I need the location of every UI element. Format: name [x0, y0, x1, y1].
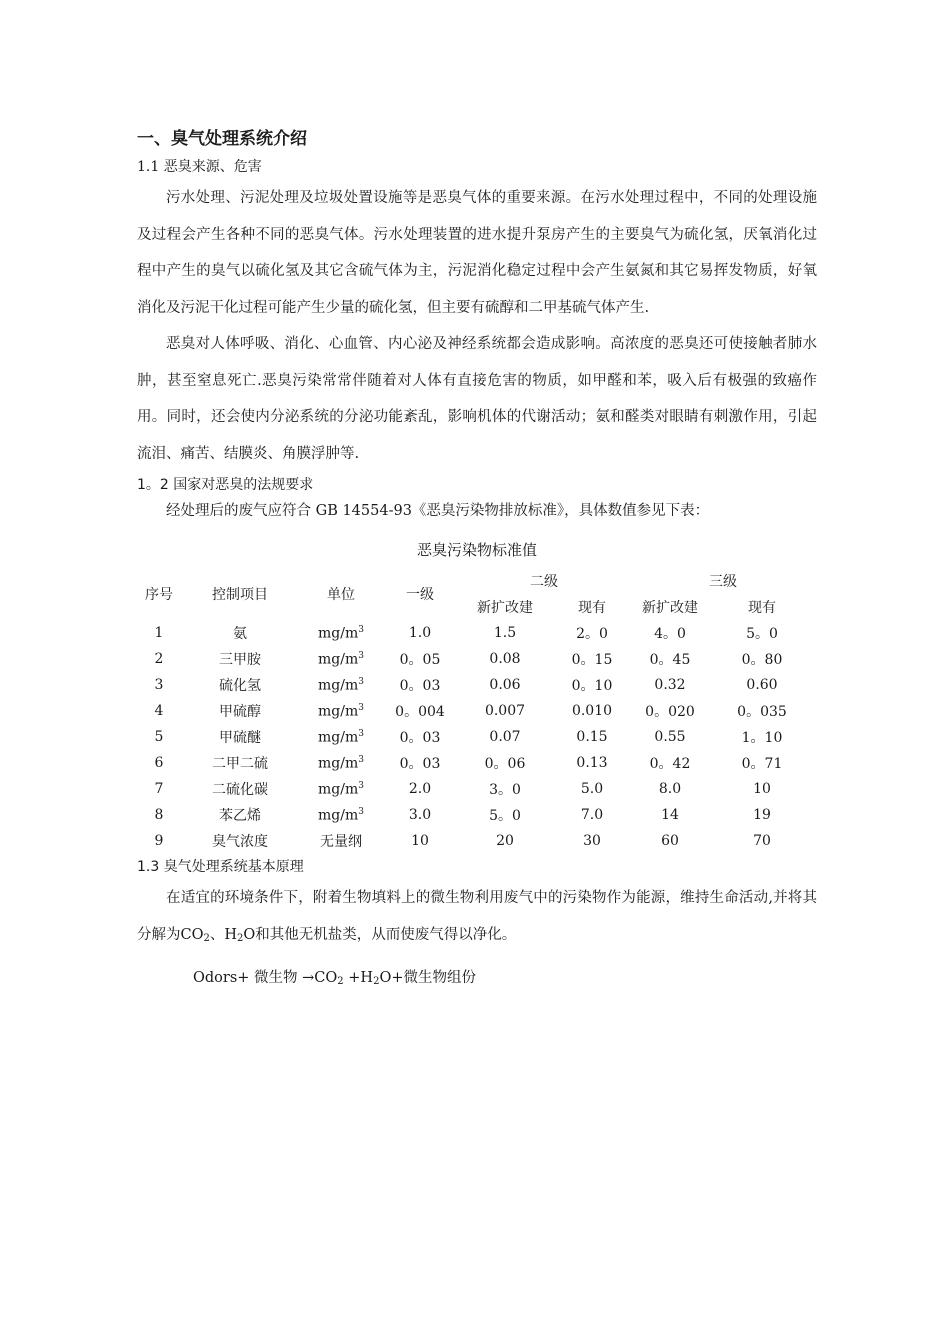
header-grade3: 三级 — [709, 574, 737, 590]
cell-grade2-existing: 0.010 — [571, 703, 613, 719]
cell-grade3-existing: 19 — [753, 807, 771, 823]
cell-grade1: 1.0 — [408, 625, 432, 641]
header-grade1: 一级 — [406, 587, 434, 603]
cell-unit: $mg/m^3$ — [318, 624, 364, 642]
cell-no: 8 — [154, 807, 164, 823]
table-row — [137, 828, 815, 854]
cell-unit: $mg/m^3$ — [318, 702, 364, 720]
cell-grade3-existing: 0。71 — [741, 756, 783, 772]
table-row — [137, 802, 815, 828]
cell-grade1: 0。03 — [399, 730, 441, 746]
cell-grade3-new: 0.32 — [654, 677, 686, 693]
cell-grade2-existing: 0.13 — [576, 755, 608, 771]
cell-grade3-existing: 0。035 — [737, 704, 787, 720]
cell-no: 7 — [154, 781, 164, 797]
cell-unit: 无量纲 — [320, 834, 362, 850]
table-row — [137, 646, 815, 672]
cell-grade3-new: 0.55 — [654, 729, 686, 745]
header-unit: 单位 — [327, 587, 355, 603]
cell-grade3-existing: 5。0 — [746, 626, 778, 642]
cell-grade3-new: 0。42 — [649, 756, 691, 772]
cell-grade3-new: 4。0 — [654, 626, 686, 642]
header-no: 序号 — [145, 587, 173, 603]
cell-grade1: 0。03 — [399, 756, 441, 772]
cell-grade2-new: 5。0 — [489, 808, 521, 824]
cell-unit: $mg/m^3$ — [318, 754, 364, 772]
cell-item: 硫化氢 — [219, 678, 261, 694]
header-grade2: 二级 — [530, 574, 558, 590]
cell-grade1: 10 — [411, 833, 429, 849]
cell-grade2-existing: 0.15 — [576, 729, 608, 745]
cell-unit: $mg/m^3$ — [318, 650, 364, 668]
table-row — [137, 724, 815, 750]
cell-grade2-new: 20 — [496, 833, 514, 849]
cell-no: 5 — [154, 729, 164, 745]
cell-item: 二甲二硫 — [212, 756, 268, 772]
cell-grade1: 3.0 — [408, 807, 432, 823]
table-row — [137, 750, 815, 776]
cell-grade1: 2.0 — [408, 781, 432, 797]
table-row — [137, 672, 815, 698]
cell-grade3-existing: 70 — [753, 833, 771, 849]
cell-no: 6 — [154, 755, 164, 771]
cell-grade3-existing: 0。80 — [741, 652, 783, 668]
cell-grade2-existing: 2。0 — [576, 626, 608, 642]
table-row — [137, 620, 815, 646]
header-item: 控制项目 — [212, 587, 268, 603]
table-row — [137, 776, 815, 802]
cell-grade1: 0。004 — [395, 704, 445, 720]
cell-no: 1 — [154, 625, 164, 641]
heading-1-2: 1。2 国家对恶臭的法规要求 — [137, 477, 314, 493]
table-row — [137, 698, 815, 724]
paragraph-standard: 经处理后的废气应符合 GB 14554-93《恶臭污染物排放标准》，具体数值参见下表： — [166, 503, 710, 519]
cell-grade2-new: 0.08 — [489, 651, 521, 667]
header-grade3-new: 新扩改建 — [642, 600, 698, 616]
heading-1-1: 1.1 恶臭来源、危害 — [137, 159, 262, 175]
cell-no: 4 — [154, 703, 164, 719]
cell-grade2-new: 0.07 — [489, 729, 521, 745]
section-title: 一、臭气处理系统介绍 — [137, 129, 307, 149]
cell-item: 二硫化碳 — [212, 782, 268, 798]
cell-no: 3 — [154, 677, 164, 693]
cell-grade3-existing: 1。10 — [741, 730, 783, 746]
header-grade2-new: 新扩改建 — [477, 600, 533, 616]
odor-standard-table — [137, 568, 815, 854]
cell-unit: $mg/m^3$ — [318, 806, 364, 824]
cell-grade3-new: 60 — [661, 833, 679, 849]
cell-grade2-new: 1.5 — [493, 625, 517, 641]
cell-grade2-new: 0.007 — [484, 703, 526, 719]
cell-unit: $mg/m^3$ — [318, 728, 364, 746]
cell-grade1: 0。05 — [399, 652, 441, 668]
document-content — [137, 128, 817, 995]
cell-grade1: 0。03 — [399, 678, 441, 694]
cell-unit: $mg/m^3$ — [318, 676, 364, 694]
cell-grade3-new: 0。020 — [645, 704, 695, 720]
heading-1-3: 1.3 臭气处理系统基本原理 — [137, 859, 304, 875]
table-caption: 恶臭污染物标准值 — [416, 541, 537, 559]
cell-no: 9 — [154, 833, 164, 849]
cell-grade2-new: 3。0 — [489, 782, 521, 798]
cell-item: 甲硫醚 — [219, 730, 261, 746]
header-grade2-existing: 现有 — [578, 600, 606, 616]
cell-item: 氨 — [233, 626, 247, 642]
paragraph-hazards: 恶臭对人体呼吸、消化、心血管、内心泌及神经系统都会造成影响。高浓度的恶臭还可使接触者肺水肿，甚至窒息死亡.恶臭污染常常伴随着对人体有直接危害的物质，如甲醛和苯，吸入后有极强的致癌作用。同时，还会使内分泌系统的分泌功能紊乱，影响机体的代谢活动；氨和醛类对眼睛有刺激作用，引起流泪、痛苦、结膜炎、角膜浮肿等. — [137, 336, 817, 462]
cell-grade2-new: 0。06 — [484, 756, 526, 772]
cell-item: 甲硫醇 — [219, 704, 261, 720]
cell-grade2-existing: 5.0 — [580, 781, 604, 797]
cell-grade2-existing: 0。15 — [571, 652, 613, 668]
cell-item: 臭气浓度 — [212, 834, 268, 850]
cell-grade3-new: 0。45 — [649, 652, 691, 668]
paragraph-sources: 污水处理、污泥处理及垃圾处置设施等是恶臭气体的重要来源。在污水处理过程中，不同的处理设施及过程会产生各种不同的恶臭气体。污水处理装置的进水提升泵房产生的主要臭气为硫化氢，厌氧消化过程中产生的臭气以硫化氢及其它含硫气体为主，污泥消化稳定过程中会产生氨氮和其它易挥发物质，好氧消化及污泥干化过程可能产生少量的硫化氢，但主要有硫醇和二甲基硫气体产生. — [137, 190, 817, 316]
cell-grade3-new: 14 — [661, 807, 679, 823]
reaction-formula: Odors+ 微生物 →CO2 +H2O+微生物组份 — [193, 970, 476, 987]
cell-item: 三甲胺 — [219, 652, 261, 668]
cell-grade2-existing: 0。10 — [571, 678, 613, 694]
cell-grade3-new: 8.0 — [658, 781, 682, 797]
cell-grade2-existing: 7.0 — [580, 807, 604, 823]
cell-item: 苯乙烯 — [219, 808, 261, 824]
paragraph-principle: 在适宜的环境条件下，附着生物填料上的微生物利用废气中的污染物作为能源，维持生命活动,并将其分解为CO2、H2O和其他无机盐类，从而使废气得以净化。 — [137, 890, 817, 944]
cell-grade2-new: 0.06 — [489, 677, 521, 693]
cell-grade3-existing: 0.60 — [746, 677, 778, 693]
cell-grade3-existing: 10 — [753, 781, 771, 797]
cell-no: 2 — [154, 651, 164, 667]
header-grade3-existing: 现有 — [748, 600, 776, 616]
cell-grade2-existing: 30 — [583, 833, 601, 849]
cell-unit: $mg/m^3$ — [318, 780, 364, 798]
